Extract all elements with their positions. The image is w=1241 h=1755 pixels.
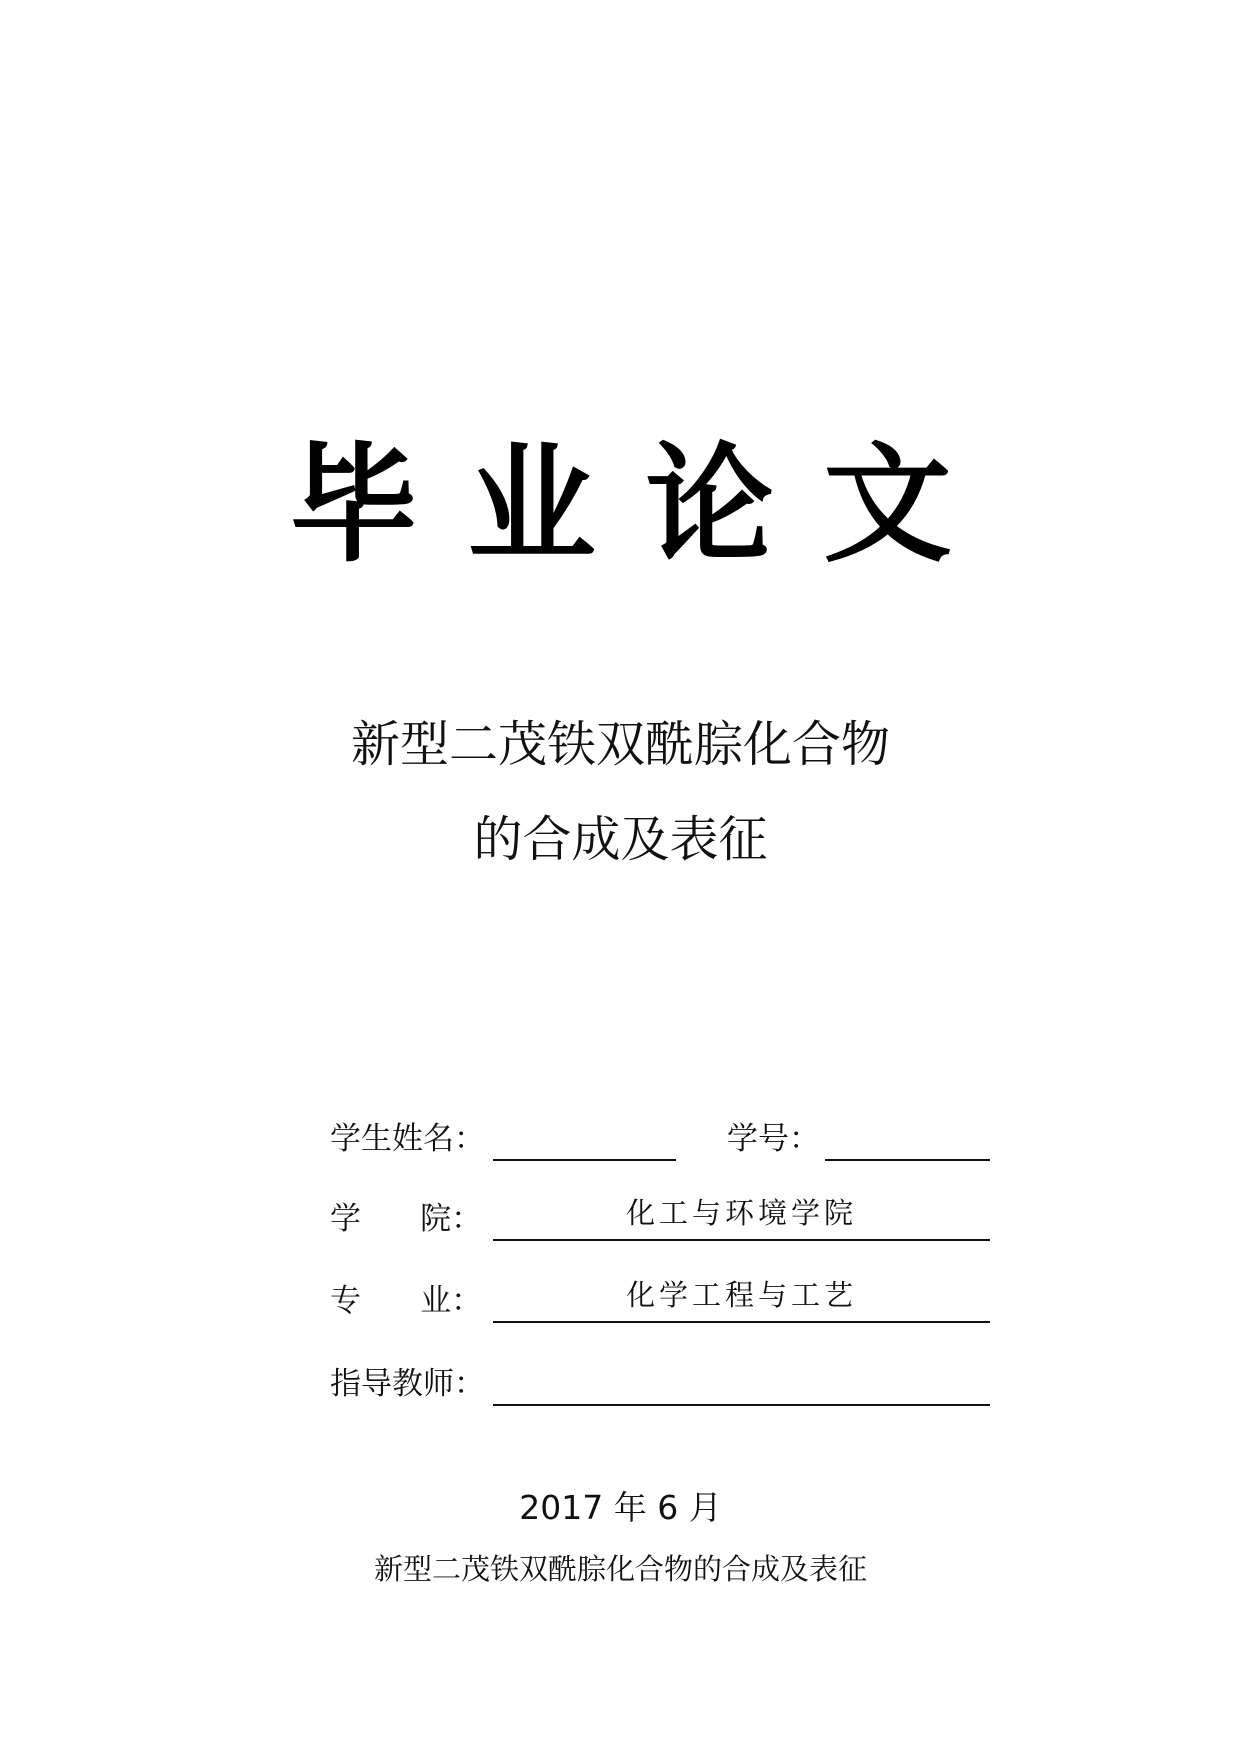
thesis-title-line-2: 的合成及表征 [473,811,768,868]
college-label: 学 院： [330,1201,483,1237]
footer-title: 新型二茂铁双酰腙化合物的合成及表征 [373,1552,867,1586]
advisor-label: 指导教师： [330,1366,485,1402]
college-value: 化工与环境学院 [625,1196,857,1230]
advisor-row [0,1350,1241,1410]
student-info-row [0,1105,1241,1165]
college-row [0,1185,1241,1245]
major-label: 专 业： [330,1283,483,1319]
advisor-underline [493,1404,990,1406]
college-underline [493,1239,990,1241]
major-value: 化学工程与工艺 [625,1278,857,1312]
student-id-label: 学号： [727,1121,820,1157]
submission-date: 2017 年 6 月 [519,1488,722,1527]
student-id-underline [825,1159,990,1161]
major-row [0,1267,1241,1327]
major-underline [493,1321,990,1323]
student-name-underline [493,1159,676,1161]
student-name-label: 学生姓名： [330,1121,485,1157]
thesis-heading: 毕业论文 [289,430,1002,580]
thesis-title-line-1: 新型二茂铁双酰腙化合物 [350,716,890,773]
